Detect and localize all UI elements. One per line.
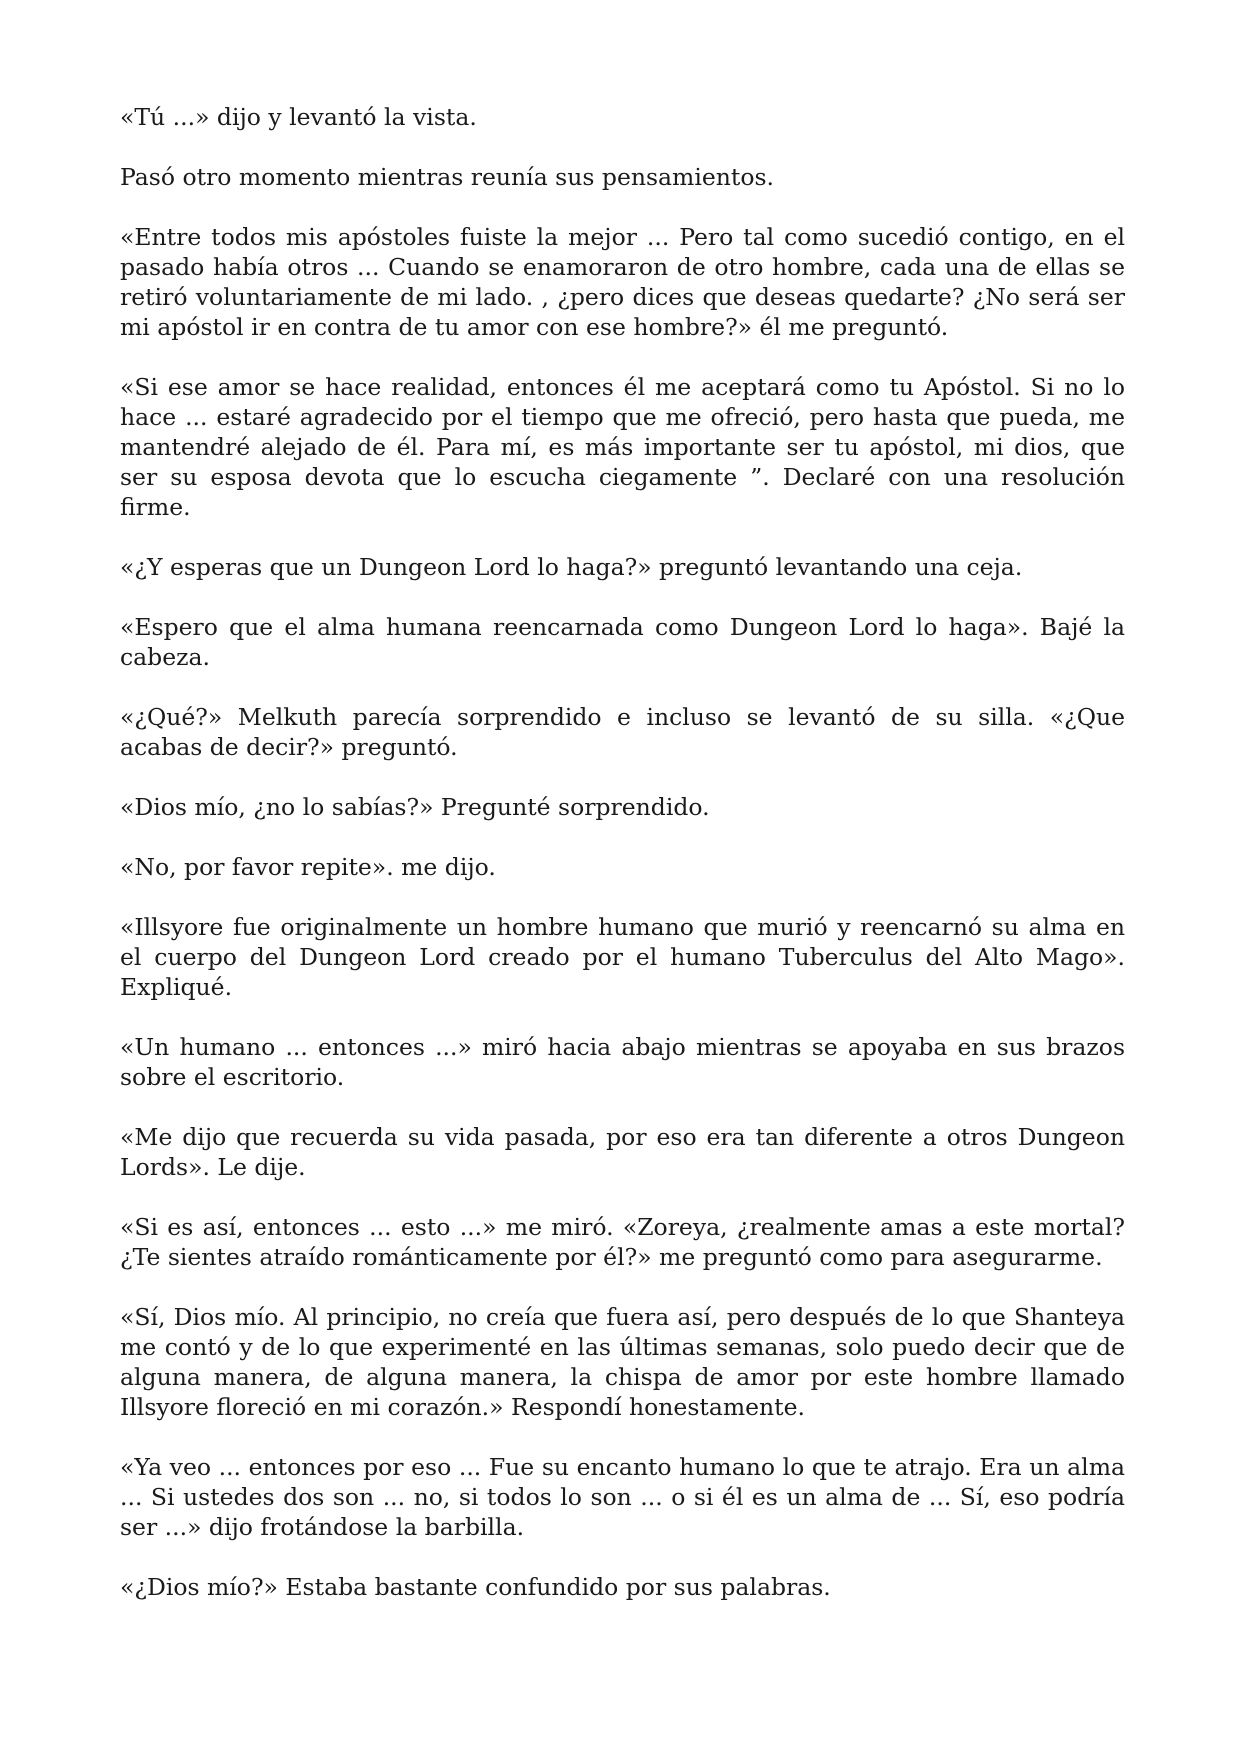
paragraph: «Ya veo ... entonces por eso ... Fue su encanto humano lo que te atrajo. Era un alma ... Si ustedes dos son ... no, si todos lo son ... o si él es un alma de ... Sí, eso podría ser ...» dijo frotándose la barbilla. (120, 1453, 1125, 1541)
paragraph: «No, por favor repite». me dijo. (120, 853, 496, 881)
paragraph: «Tú ...» dijo y levantó la vista. (120, 103, 477, 131)
paragraph: «¿Qué?» Melkuth parecía sorprendido e incluso se levantó de su silla. «¿Que acabas de decir?» preguntó. (120, 703, 1125, 761)
paragraph: «Un humano ... entonces ...» miró hacia abajo mientras se apoyaba en sus brazos sobre el escritorio. (120, 1033, 1125, 1091)
paragraph: «¿Dios mío?» Estaba bastante confundido por sus palabras. (120, 1573, 831, 1601)
paragraph: «¿Y esperas que un Dungeon Lord lo haga?» preguntó levantando una ceja. (120, 553, 1023, 581)
paragraph: Pasó otro momento mientras reunía sus pensamientos. (120, 163, 775, 191)
paragraph: «Si ese amor se hace realidad, entonces él me aceptará como tu Apóstol. Si no lo hace ... estaré agradecido por el tiempo que me ofreció, pero hasta que pueda, me mantendré alejado de él. Para mí, es más importante ser tu apóstol, mi dios, que ser su esposa devota que lo escucha ciegamente ”. Declaré con una resolución firme. (120, 373, 1125, 521)
paragraph: «Dios mío, ¿no lo sabías?» Pregunté sorprendido. (120, 793, 710, 821)
paragraph: «Entre todos mis apóstoles fuiste la mejor ... Pero tal como sucedió contigo, en el pasado había otros ... Cuando se enamoraron de otro hombre, cada una de ellas se retiró voluntariamente de mi lado. , ¿pero dices que deseas quedarte? ¿No será ser mi apóstol ir en contra de tu amor con ese hombre?» él me preguntó. (120, 223, 1125, 341)
document-page (120, 102, 1125, 1602)
paragraph: «Sí, Dios mío. Al principio, no creía que fuera así, pero después de lo que Shanteya me contó y de lo que experimenté en las últimas semanas, solo puedo decir que de alguna manera, de alguna manera, la chispa de amor por este hombre llamado Illsyore floreció en mi corazón.» Respondí honestamente. (120, 1303, 1125, 1421)
paragraph: «Illsyore fue originalmente un hombre humano que murió y reencarnó su alma en el cuerpo del Dungeon Lord creado por el humano Tuberculus del Alto Mago». Expliqué. (120, 913, 1125, 1001)
paragraph: «Me dijo que recuerda su vida pasada, por eso era tan diferente a otros Dungeon Lords». Le dije. (120, 1123, 1125, 1181)
paragraph: «Si es así, entonces ... esto ...» me miró. «Zoreya, ¿realmente amas a este mortal? ¿Te sientes atraído románticamente por él?» me preguntó como para asegurarme. (120, 1213, 1125, 1271)
paragraph: «Espero que el alma humana reencarnada como Dungeon Lord lo haga». Bajé la cabeza. (120, 613, 1125, 671)
